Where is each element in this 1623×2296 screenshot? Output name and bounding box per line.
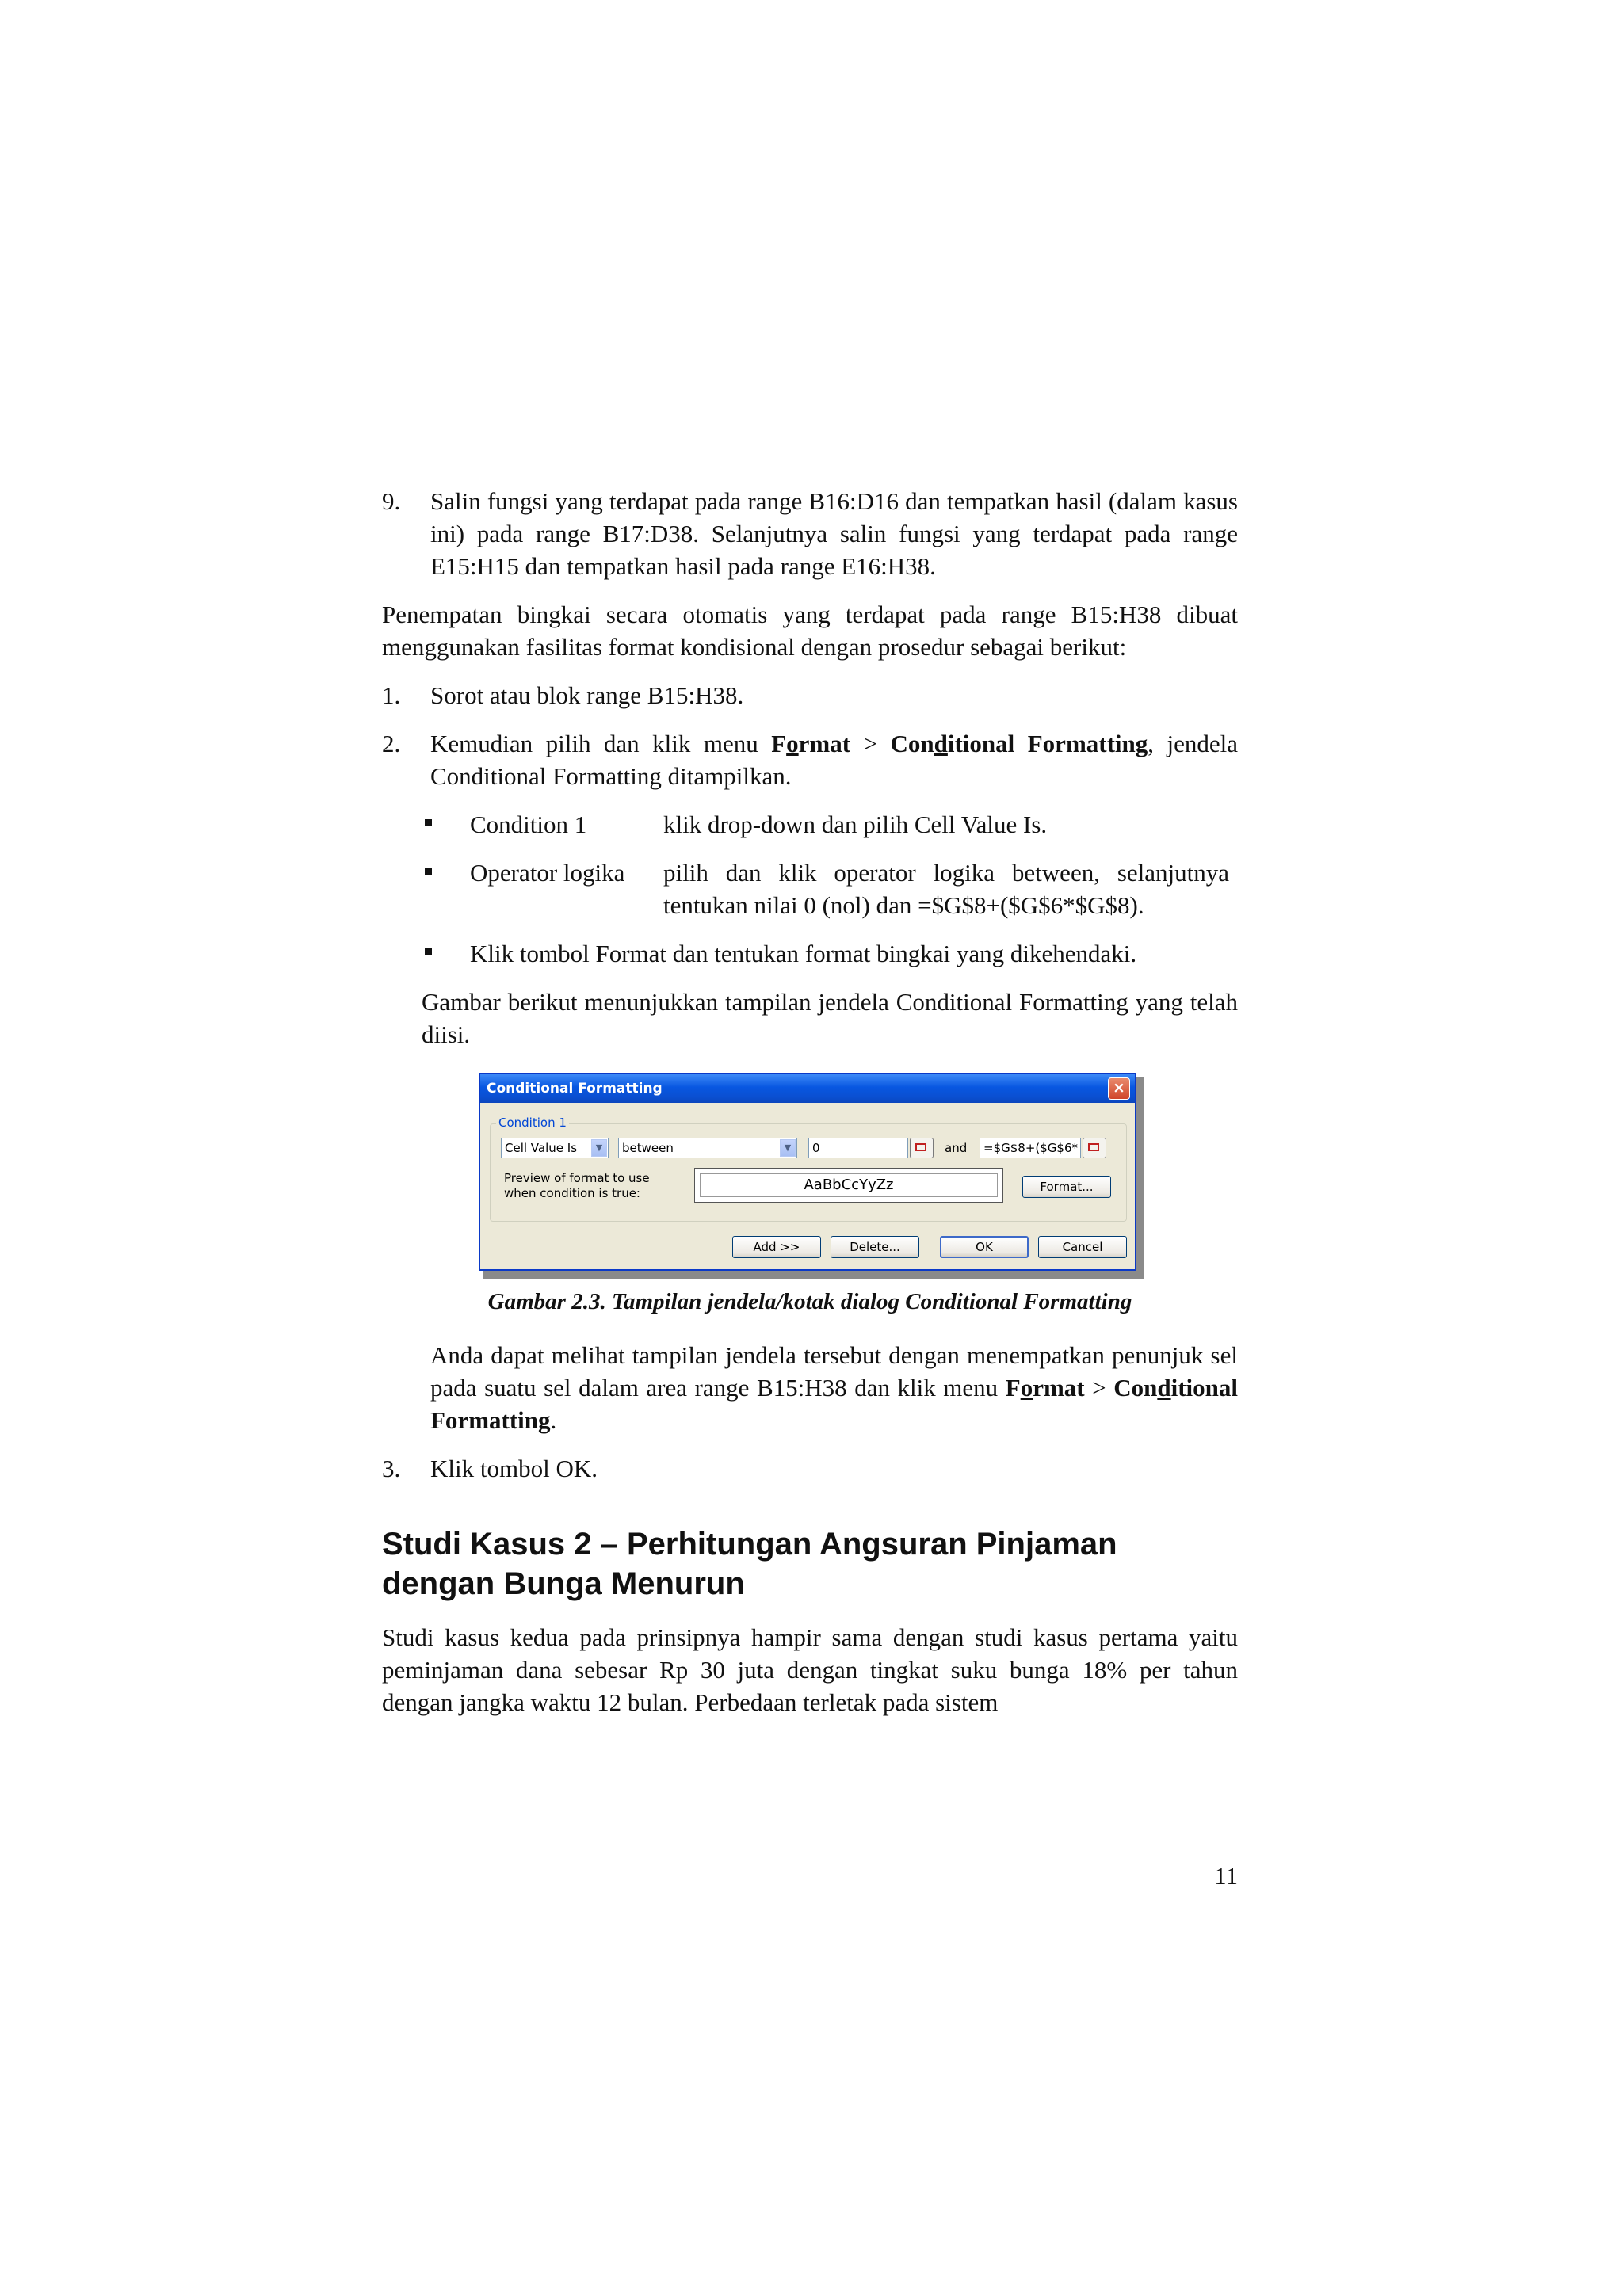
preview-label-line2: when condition is true: [504, 1186, 640, 1200]
dialog-title: Conditional Formatting [487, 1081, 663, 1097]
list-number: 1. [382, 681, 401, 709]
bullet-desc: klik drop-down dan pilih Cell Value Is. [663, 810, 1048, 838]
list-text: Salin fungsi yang terdapat pada range B16:D16 dan tempatkan hasil (dalam kasus ini) pada range B17:D38. Selanjutnya salin fungsi yang terdapat pada range E15:H15 dan tempatkan hasil pada range E16:H38. [430, 487, 1238, 580]
bullet-term: Operator logika [470, 859, 625, 887]
menu-conditional-formatting: Conditional Formatting [430, 1374, 1238, 1434]
chevron-down-icon: ▼ [780, 1139, 796, 1157]
menu-conditional-formatting: Conditional Formatting [890, 730, 1148, 757]
delete-button[interactable]: Delete... [831, 1236, 919, 1258]
chevron-down-icon: ▼ [591, 1139, 607, 1157]
range-select-button-2[interactable] [1083, 1138, 1106, 1158]
bullet-condition [422, 808, 1238, 841]
preview-label-line1: Preview of format to use [504, 1171, 650, 1185]
figure-caption: Gambar 2.3. Tampilan jendela/kotak dialog Conditional Formatting [487, 1289, 1132, 1314]
bullet-format [422, 937, 1238, 970]
list-number: 2. [382, 730, 401, 757]
and-label: and [945, 1141, 968, 1155]
list-item-9 [382, 485, 1238, 582]
page-number: 11 [1214, 1862, 1238, 1890]
closing-paragraph: Studi kasus kedua pada prinsipnya hampir sama dengan studi kasus pertama yaitu peminjaman dana sebesar Rp 30 juta dengan tingkat suku bunga 18% per tahun dengan jangka waktu 12 bulan. Perbedaan terletak pada sistem [382, 1623, 1238, 1716]
figure-dialog [479, 1073, 1144, 1279]
close-icon: × [1113, 1079, 1125, 1097]
close-button[interactable] [1108, 1077, 1130, 1100]
dialog-titlebar [480, 1074, 1135, 1103]
format-preview [694, 1168, 1003, 1203]
list-item-2 [382, 727, 1238, 792]
section-heading: Studi Kasus 2 – Perhitungan Angsuran Pinjaman dengan Bunga Menurun [382, 1527, 1117, 1601]
condition-label: Condition 1 [496, 1116, 569, 1130]
list-number: 9. [382, 487, 401, 515]
page-content [382, 485, 1238, 1718]
bullet-text: Klik tombol Format dan tentukan format bingkai yang dikehendaki. [470, 940, 1137, 967]
range-select-icon [1088, 1143, 1099, 1151]
list-number: 3. [382, 1455, 401, 1482]
cancel-button[interactable]: Cancel [1038, 1236, 1127, 1258]
operator-select[interactable]: between ▼ [618, 1138, 797, 1158]
figure-intro: Gambar berikut menunjukkan tampilan jendela Conditional Formatting yang telah diisi. [422, 988, 1238, 1048]
intro-paragraph: Penempatan bingkai secara otomatis yang terdapat pada range B15:H38 dibuat menggunakan fasilitas format kondisional dengan prosedur sebagai berikut: [382, 601, 1238, 661]
range-select-icon [915, 1143, 926, 1151]
range-select-button[interactable] [910, 1138, 934, 1158]
preview-sample: AaBbCcYyZz [700, 1173, 998, 1197]
bullet-square-icon [425, 868, 432, 875]
after-figure-paragraph: Anda dapat melihat tampilan jendela tersebut dengan menempatkan penunjuk sel pada suatu sel dalam area range B15:H38 dan klik menu Format > Conditional Formatting. [430, 1341, 1238, 1434]
list-text: Sorot atau blok range B15:H38. [430, 681, 744, 709]
add-button[interactable]: Add >> [732, 1236, 821, 1258]
condition-type-select[interactable]: Cell Value Is ▼ [501, 1138, 609, 1158]
list-item-1 [382, 679, 1238, 711]
ok-button[interactable]: OK [940, 1236, 1029, 1258]
menu-format: Format [771, 730, 851, 757]
list-text: Klik tombol OK. [430, 1455, 598, 1482]
list-item-3 [382, 1452, 1238, 1485]
bullet-square-icon [425, 948, 432, 955]
list-text: Kemudian pilih dan klik menu Format > Conditional Formatting, jendela Conditional Formatting ditampilkan. [430, 730, 1239, 790]
menu-format: Format [1005, 1374, 1085, 1402]
value1-input[interactable]: 0 [808, 1138, 908, 1158]
format-button[interactable]: Format... [1022, 1176, 1111, 1198]
bullet-term: Condition 1 [470, 810, 587, 838]
bullet-desc: pilih dan klik operator logika between, selanjutnya tentukan nilai 0 (nol) dan =$G$8+($G$6*$G$8). [663, 859, 1229, 919]
value2-input[interactable]: =$G$8+($G$6* [980, 1138, 1081, 1158]
conditional-formatting-dialog [479, 1073, 1136, 1271]
bullet-operator [422, 856, 1238, 921]
bullet-square-icon [425, 819, 432, 826]
